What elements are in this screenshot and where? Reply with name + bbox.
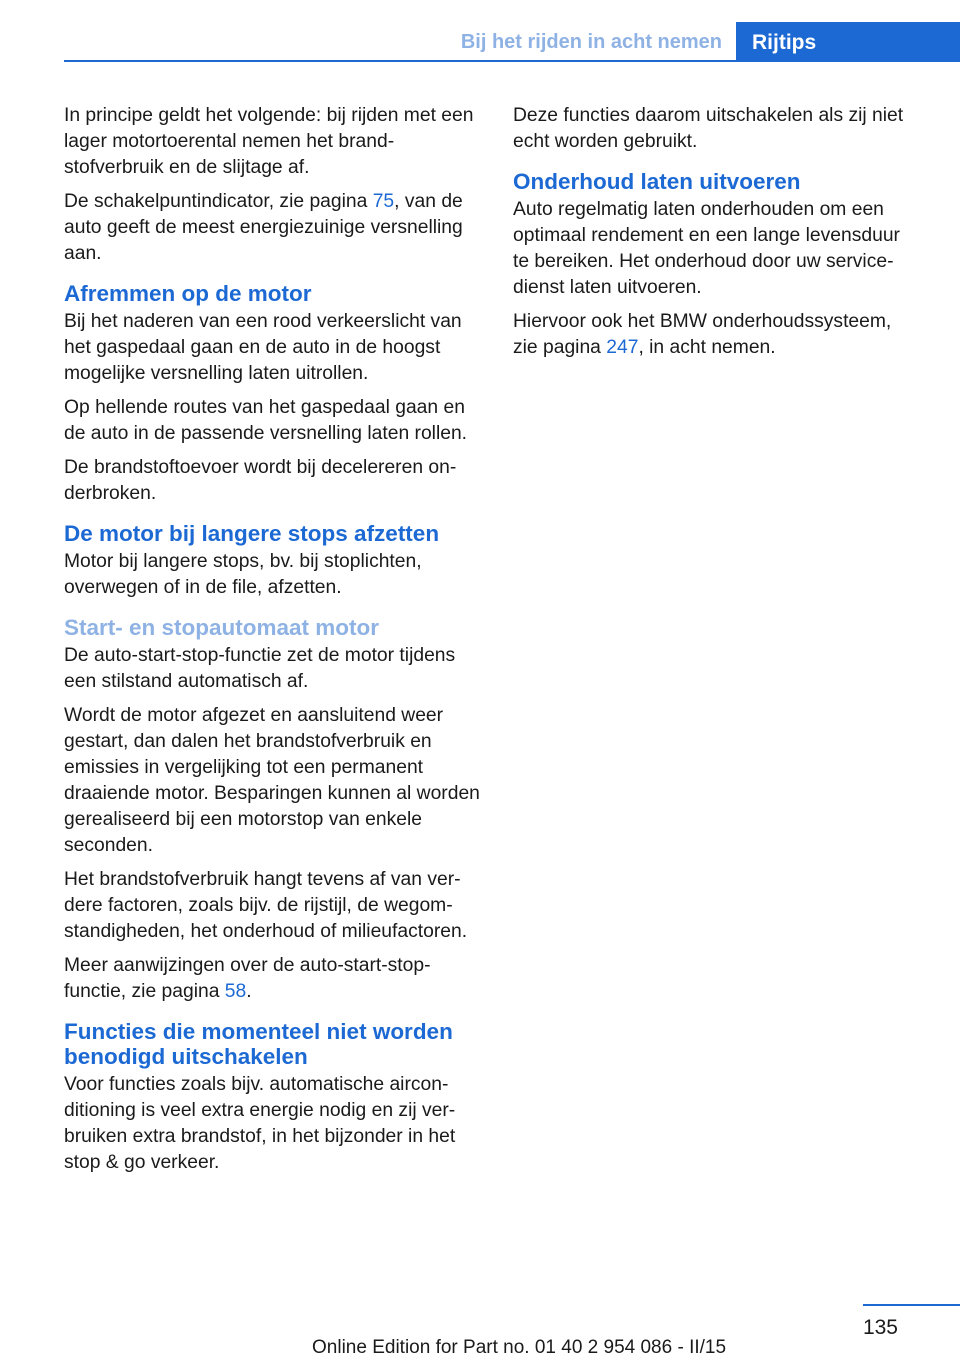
paragraph-shift-indicator [64, 189, 480, 267]
paragraph-maintenance: Auto regelmatig laten onderhouden om een optimaal rendement en een lange levensduur te bereiken. Het onderhoud door uw servicedienst laten uitvoeren. [513, 199, 900, 298]
text: , van de auto geeft de meest energiezuinige versnelling aan. [64, 191, 463, 264]
header-rule [64, 60, 960, 62]
text: Hiervoor ook het BMW onderhoudssysteem, zie pagina [513, 311, 892, 358]
right-column [513, 103, 918, 369]
paragraph-switch-off: Deze functies daarom uitschakelen als zij niet echt worden gebruikt. [513, 105, 904, 152]
paragraph-savings: Wordt de motor afgezet en aansluitend weer gestart, dan dalen het brandstofverbruik en emissies in vergelijking tot een permanent draaiende motor. Besparingen kunnen al worden gerealiseerd bij een motorstop van enkele seconden. [64, 705, 480, 856]
left-column [64, 103, 480, 1184]
paragraph-slopes: Op hellende routes van het gaspedaal gaan en de auto in de passende versnelling laten rollen. [64, 397, 468, 444]
paragraph-principle: In principe geldt het volgende: bij rijden met een lager motortoerental nemen het brandstofverbruik en de slijtage af. [64, 105, 474, 178]
heading-motor-afzetten: De motor bij langere stops afzetten [64, 521, 440, 546]
paragraph-fuel-cutoff: De brandstoftoevoer wordt bij decelereren onderbroken. [64, 457, 457, 504]
page-link-75[interactable]: 75 [372, 191, 395, 212]
heading-onderhoud: Onderhoud laten uitvoeren [513, 169, 801, 194]
header-section-title: Bij het rijden in acht nemen [460, 31, 722, 53]
paragraph-more-info [64, 953, 480, 1005]
paragraph-traffic-light: Bij het naderen van een rood verkeerslicht van het gaspedaal gaan en de auto in de hoogst mogelijke versnelling laten uitrollen. [64, 311, 462, 384]
text: , in acht nemen. [638, 337, 776, 358]
paragraph-aircon: Voor functies zoals bijv. automatische airconditioning is veel extra energie nodig en zij verbruiken extra brandstof, in het bijzonder in het stop & go verkeer. [64, 1074, 456, 1173]
heading-afremmen: Afremmen op de motor [64, 281, 312, 306]
edition-footer: Online Edition for Part no. 01 40 2 954 086 - II/15 [312, 1337, 727, 1358]
subheading-start-stop: Start- en stopautomaat motor [64, 615, 380, 640]
text: De schakelpuntindicator, zie pagina [64, 191, 373, 212]
footer-rule [863, 1304, 960, 1306]
paragraph-start-stop-function: De auto-start-stop-functie zet de motor tijdens een stilstand automatisch af. [64, 645, 456, 692]
heading-functies-uitschakelen: Functies die momenteel niet worden benodigd uitschakelen [64, 1019, 453, 1069]
page-link-58[interactable]: 58 [224, 981, 247, 1002]
paragraph-service-system [513, 309, 918, 361]
text: Meer aanwijzingen over de auto-start-stop-functie, zie pagina [64, 955, 431, 1002]
page-number: 135 [862, 1316, 898, 1339]
page-link-247[interactable]: 247 [606, 337, 639, 358]
text: . [246, 981, 252, 1002]
paragraph-long-stops: Motor bij langere stops, bv. bij stoplichten, overwegen of in de file, afzetten. [64, 551, 422, 598]
paragraph-other-factors: Het brandstofverbruik hangt tevens af van verdere factoren, zoals bijv. de rijstijl, de wegomstandigheden, het onderhoud of milieufactoren. [64, 869, 468, 942]
header-chapter-tab: Rijtips [736, 22, 960, 62]
